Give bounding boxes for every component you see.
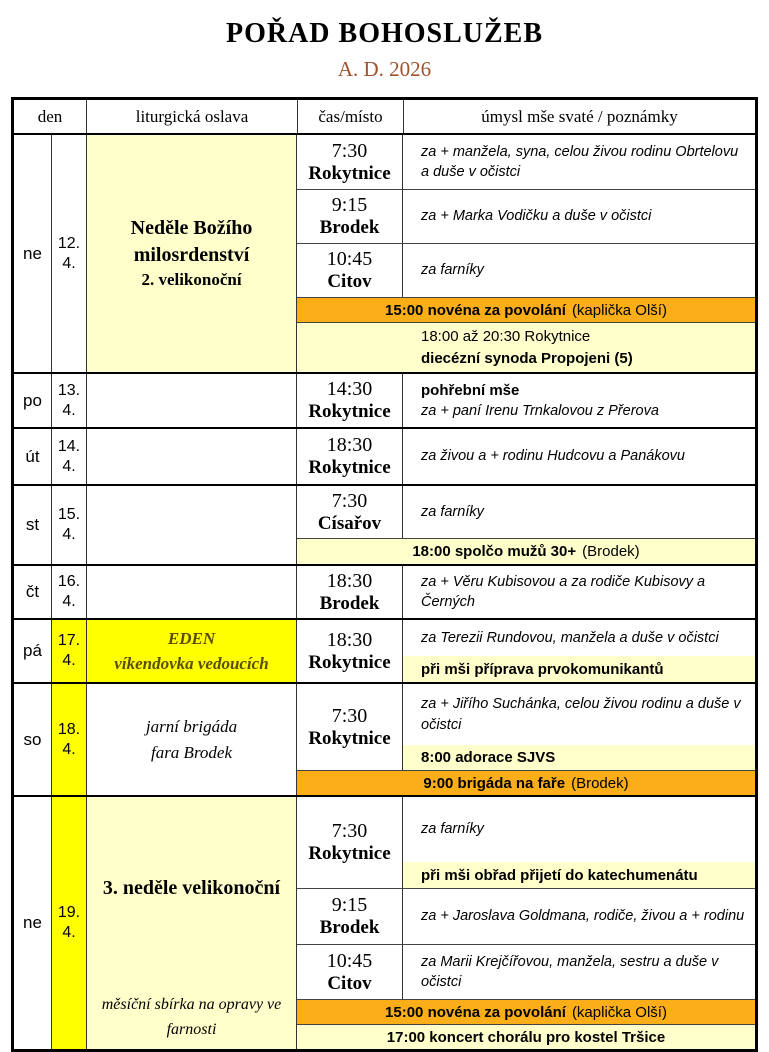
date-line1: 12. — [57, 234, 81, 252]
event-bold-text: 17:00 koncert chorálu pro kostel Tršice — [386, 1028, 666, 1046]
mass-time: 10:45 — [326, 248, 373, 270]
time-place-cell — [297, 889, 403, 944]
time-place-cell — [297, 945, 403, 999]
masses-area — [297, 429, 755, 484]
mass-time: 18:30 — [326, 434, 373, 456]
event-row-brigada — [297, 770, 755, 795]
intention-cell — [403, 889, 755, 944]
event-bold-text: 15:00 novéna za povolání — [385, 1003, 566, 1021]
date-line1: 16. — [57, 573, 81, 590]
mass-place: Brodek — [319, 217, 380, 238]
note-text: 8:00 adorace SJVS — [421, 749, 556, 766]
celebration-cell — [87, 429, 297, 484]
masses-area — [297, 797, 755, 1049]
date-cell — [52, 429, 87, 484]
day-cell: pá — [14, 620, 52, 682]
mass-row — [297, 374, 755, 427]
day-cell: út — [14, 429, 52, 484]
masses-area — [297, 684, 755, 795]
time-place-cell — [297, 797, 403, 888]
intention-cell — [403, 486, 755, 538]
time-place-cell — [297, 190, 403, 243]
date-line2: 4. — [62, 457, 76, 475]
day-cell: st — [14, 486, 52, 564]
mass-place: Rokytnice — [308, 651, 391, 673]
section-friday-17-4 — [14, 618, 755, 682]
mass-note — [403, 745, 755, 770]
mass-place: Citov — [327, 972, 372, 994]
day-cell: so — [14, 684, 52, 795]
celebration-cell — [87, 620, 297, 682]
mass-place: Rokytnice — [308, 401, 391, 422]
mass-place: Rokytnice — [308, 162, 391, 184]
mass-time: 7:30 — [331, 704, 368, 727]
mass-place: Brodek — [319, 592, 380, 614]
mass-row — [297, 135, 755, 189]
date-cell — [52, 684, 87, 795]
mass-time: 9:15 — [331, 894, 368, 916]
date-line1: 17. — [57, 632, 81, 649]
mass-row — [297, 243, 755, 297]
date-cell — [52, 486, 87, 564]
event-normal-text: (Brodek) — [571, 774, 629, 792]
intention-cell — [403, 684, 755, 745]
event-row-novena — [297, 999, 755, 1024]
header-celebration: liturgická oslava — [87, 100, 298, 133]
mass-intention: za farníky — [421, 503, 484, 520]
time-place-cell — [297, 486, 403, 538]
date-cell — [52, 797, 87, 1049]
header-time-place: čas/místo — [298, 100, 404, 133]
schedule-table — [11, 97, 758, 1052]
date-line1: 18. — [57, 720, 81, 738]
date-line2: 4. — [62, 254, 76, 272]
intention-stack — [403, 684, 755, 770]
date-cell — [52, 620, 87, 682]
date-line1: 19. — [57, 904, 81, 921]
date-cell — [52, 566, 87, 618]
day-cell: po — [14, 374, 52, 427]
event-row-novena — [297, 297, 755, 322]
mass-place: Rokytnice — [308, 843, 391, 864]
mass-row — [297, 684, 755, 770]
event-line1: 18:00 až 20:30 Rokytnice — [421, 327, 591, 345]
event-row-spolco — [297, 538, 755, 564]
table-header — [14, 100, 755, 135]
mass-intention: za živou a + rodinu Hudcovu a Panákovu — [421, 448, 685, 465]
mass-intention: za farníky — [421, 262, 484, 279]
mass-intention: za + Jiřího Suchánka, celou živou rodinu a duše v očistci — [421, 696, 741, 733]
mass-intention: za + Věru Kubisovou a za rodiče Kubisovy a Černých — [421, 573, 706, 610]
section-sunday-12-4 — [14, 135, 755, 372]
time-place-cell — [297, 244, 403, 297]
mass-time: 10:45 — [326, 949, 373, 972]
mass-row — [297, 797, 755, 888]
date-line1: 14. — [57, 437, 81, 455]
funeral-label: pohřební mše — [421, 381, 520, 399]
event-bold-text: 18:00 spolčo mužů 30+ — [412, 543, 577, 560]
mass-intention: za farníky — [421, 821, 484, 838]
celebration-line2: fara Brodek — [150, 742, 233, 762]
intention-cell — [403, 797, 755, 862]
page-subtitle: A. D. 2026 — [337, 57, 432, 81]
intention-cell — [403, 374, 755, 427]
intention-cell — [403, 620, 755, 656]
intention-stack — [403, 797, 755, 888]
intention-stack — [403, 620, 755, 682]
event-normal-text: (kaplička Olší) — [571, 301, 667, 319]
masses-area — [297, 374, 755, 427]
intention-cell — [403, 244, 755, 297]
section-thursday-16-4 — [14, 564, 755, 618]
header-day: den — [14, 100, 87, 133]
intention-cell — [403, 945, 755, 999]
mass-row — [297, 486, 755, 538]
header-intention: úmysl mše svaté / poznámky — [481, 106, 678, 126]
celebration-cell — [87, 684, 297, 795]
day-cell: čt — [14, 566, 52, 618]
mass-place: Brodek — [319, 917, 380, 938]
time-place-cell — [297, 684, 403, 770]
day-cell: ne — [14, 797, 52, 1049]
celebration-cell — [87, 797, 297, 1049]
date-line2: 4. — [62, 593, 76, 610]
mass-time: 14:30 — [326, 378, 373, 400]
intention-cell — [403, 429, 755, 484]
mass-time: 7:30 — [331, 139, 368, 162]
time-place-cell — [297, 374, 403, 427]
masses-area — [297, 486, 755, 564]
date-line2: 4. — [62, 526, 76, 543]
mass-place: Citov — [327, 271, 372, 292]
celebration-cell — [87, 486, 297, 564]
mass-time: 18:30 — [326, 628, 373, 651]
intention-cell — [403, 566, 755, 618]
celebration-note: měsíční sbírka na opravy ve farnosti — [101, 996, 282, 1039]
mass-time: 18:30 — [326, 569, 373, 592]
event-row-synoda — [297, 322, 755, 372]
mass-intention: za + Marka Vodičku a duše v očistci — [421, 208, 652, 225]
celebration-subtitle: 2. velikonoční — [141, 270, 242, 290]
date-cell — [52, 135, 87, 372]
mass-note — [403, 862, 755, 888]
mass-row — [297, 888, 755, 944]
section-tuesday-14-4 — [14, 427, 755, 484]
mass-place: Rokytnice — [308, 727, 391, 749]
mass-intention: za + Jaroslava Goldmana, rodiče, živou a + rodinu — [421, 908, 745, 925]
mass-time: 9:15 — [331, 194, 368, 216]
time-place-cell — [297, 566, 403, 618]
section-wednesday-15-4 — [14, 484, 755, 564]
mass-row — [297, 620, 755, 682]
celebration-cell — [87, 135, 297, 372]
section-sunday-19-4 — [14, 795, 755, 1049]
celebration-eden-sub: víkendovka vedoucích — [114, 654, 269, 673]
intention-cell — [403, 135, 755, 189]
event-line2: diecézní synoda Propojeni (5) — [421, 349, 633, 367]
date-line2: 4. — [62, 401, 76, 419]
event-bold-text: 9:00 brigáda na faře — [423, 774, 566, 792]
masses-area — [297, 566, 755, 618]
mass-intention: za Terezii Rundovou, manžela a duše v očistci — [421, 629, 719, 646]
mass-row — [297, 189, 755, 243]
mass-place: Rokytnice — [308, 457, 391, 478]
event-bold-text: 15:00 novéna za povolání — [385, 301, 566, 319]
mass-intention: za + manžela, syna, celou živou rodinu Obrtelovu a duše v očistci — [421, 143, 739, 180]
page-title: POŘAD BOHOSLUŽEB — [225, 18, 544, 49]
time-place-cell — [297, 429, 403, 484]
mass-row — [297, 944, 755, 999]
note-text: při mši příprava prvokomunikantů — [421, 660, 664, 678]
celebration-title: Neděle Božího milosrdenství — [130, 217, 253, 267]
celebration-cell — [87, 374, 297, 427]
mass-intention: za Marii Krejčířovou, manžela, sestru a duše v očistci — [421, 953, 719, 990]
time-place-cell — [297, 135, 403, 189]
mass-time: 7:30 — [331, 489, 368, 512]
date-line2: 4. — [62, 924, 76, 941]
section-monday-13-4 — [14, 372, 755, 427]
time-place-cell — [297, 620, 403, 682]
date-line2: 4. — [62, 740, 76, 758]
celebration-title: 3. neděle velikonoční — [102, 877, 281, 899]
celebration-cell — [87, 566, 297, 618]
event-normal-text: (kaplička Olší) — [571, 1003, 667, 1021]
mass-note — [403, 656, 755, 682]
mass-intention: za + paní Irenu Trnkalovou z Přerova — [421, 402, 659, 419]
intention-cell — [403, 190, 755, 243]
day-cell: ne — [14, 135, 52, 372]
date-line1: 15. — [57, 506, 81, 523]
masses-area — [297, 620, 755, 682]
celebration-eden: EDEN — [167, 628, 216, 648]
celebration-line1: jarní brigáda — [145, 717, 238, 736]
date-line2: 4. — [62, 652, 76, 669]
mass-place: Císařov — [317, 512, 382, 534]
mass-row — [297, 566, 755, 618]
event-normal-text: (Brodek) — [582, 543, 640, 560]
date-cell — [52, 374, 87, 427]
note-text: při mši obřad přijetí do katechumenátu — [421, 866, 698, 884]
mass-time: 7:30 — [331, 820, 368, 842]
section-saturday-18-4 — [14, 682, 755, 795]
mass-row — [297, 429, 755, 484]
date-line1: 13. — [57, 381, 81, 399]
event-row-koncert — [297, 1024, 755, 1049]
masses-area — [297, 135, 755, 372]
